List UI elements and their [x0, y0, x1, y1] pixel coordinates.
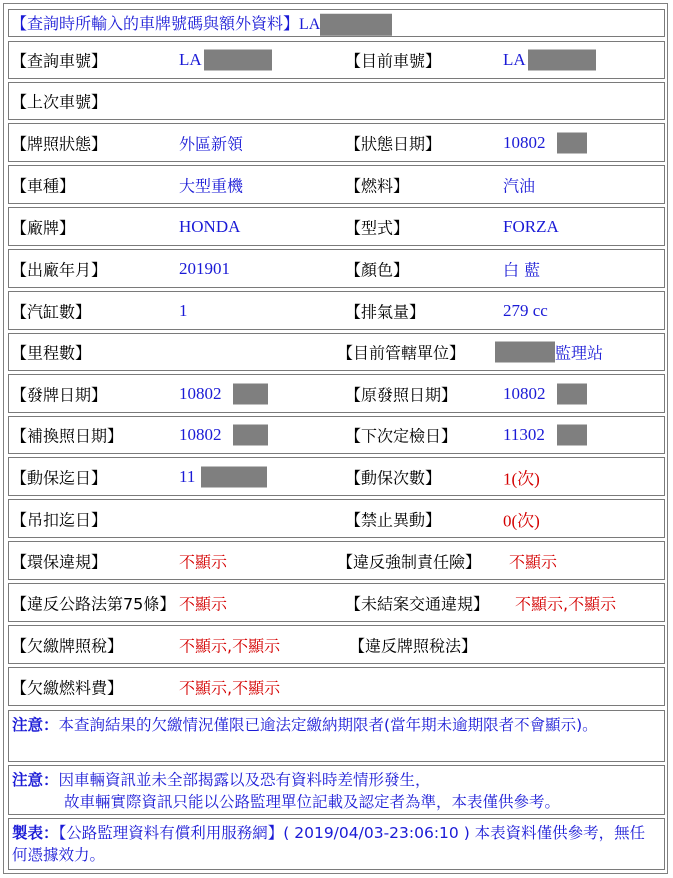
field-label: 【出廠年月】	[11, 260, 108, 279]
field-label: 【補換照日期】	[11, 426, 124, 446]
field-value: LA	[179, 50, 202, 69]
field-label: 【未結案交通違規】	[345, 594, 490, 613]
field-label: 【動保迄日】	[11, 468, 108, 487]
field-label: 【禁止異動】	[345, 510, 442, 529]
note-2-line-1: 因車輛資訊並未全部揭露以及恐有資料時差情形發生，	[58, 771, 431, 789]
field-value: 不顯示,不顯示	[179, 636, 281, 655]
note-2-label: 注意：	[12, 771, 59, 789]
field-value: 201901	[179, 258, 230, 278]
redacted-mask	[233, 383, 268, 404]
field-value: 汽油	[503, 176, 536, 195]
field-value: 11302	[503, 425, 545, 444]
field-value: 10802	[179, 383, 222, 403]
field-label: 【違反強制責任險】	[337, 552, 482, 571]
field-value: 1(次)	[503, 469, 540, 488]
footer-note	[8, 818, 665, 870]
header-title-text: 【查詢時所輸入的車牌號碼與額外資料】	[11, 13, 300, 33]
field-label: 【查詢車號】	[11, 51, 108, 71]
field-label: 【原發照日期】	[345, 385, 458, 404]
field-row	[8, 291, 665, 330]
field-row	[8, 41, 665, 79]
field-value: 大型重機	[179, 176, 244, 195]
field-label: 【型式】	[345, 218, 410, 237]
field-value: 監理站	[555, 343, 604, 363]
field-label: 【違反牌照稅法】	[349, 636, 478, 655]
field-value: 10802	[503, 383, 546, 403]
field-label: 【欠繳牌照稅】	[11, 636, 124, 655]
field-label: 【里程數】	[11, 343, 92, 363]
field-value: 不顯示	[509, 552, 558, 571]
field-label: 【欠繳燃料費】	[11, 678, 124, 697]
note-1	[8, 710, 665, 762]
field-row	[8, 123, 665, 162]
field-value: 0(次)	[503, 511, 540, 530]
field-row	[8, 667, 665, 706]
field-row	[8, 583, 665, 622]
field-label: 【牌照狀態】	[11, 134, 108, 153]
field-row	[8, 457, 665, 496]
field-value: 11	[179, 466, 196, 486]
field-label: 【車種】	[11, 176, 76, 195]
field-label: 【下次定檢日】	[345, 426, 458, 446]
field-label: 【狀態日期】	[345, 134, 442, 153]
field-value: 279 cc	[503, 300, 548, 320]
field-row	[8, 625, 665, 664]
field-label: 【動保次數】	[345, 468, 442, 487]
note-2-line-2: 故車輛實際資訊只能以公路監理單位記載及認定者為準，本表僅供參考。	[64, 793, 561, 811]
field-row	[8, 207, 665, 246]
field-row	[8, 249, 665, 288]
field-row	[8, 82, 665, 120]
field-value: LA	[503, 50, 526, 69]
header-plate: LA	[299, 15, 321, 33]
field-label: 【目前車號】	[345, 51, 442, 71]
field-value: 10802	[503, 132, 546, 152]
note-2	[8, 765, 665, 815]
field-label: 【廠牌】	[11, 218, 76, 237]
field-row	[8, 541, 665, 580]
field-value: 1	[179, 300, 188, 320]
note-1-label: 注意：	[12, 716, 59, 734]
footer-text: 【公路監理資料有償利用服務網】( 2019/04/03-23:06:10 ) 本表資料僅供參考，無任何憑據效力。	[12, 824, 646, 864]
field-label: 【違反公路法第75條】	[11, 594, 176, 613]
field-value: 白 藍	[503, 260, 541, 279]
redacted-mask	[201, 466, 267, 487]
redacted-mask	[557, 383, 587, 404]
field-row	[8, 374, 665, 413]
redacted-mask	[495, 342, 555, 363]
redacted-mask	[320, 13, 392, 35]
field-value: 10802	[179, 425, 222, 444]
field-label: 【顏色】	[345, 260, 410, 279]
field-row	[8, 333, 665, 371]
field-label: 【燃料】	[345, 176, 410, 195]
field-row	[8, 416, 665, 454]
redacted-mask	[557, 425, 587, 446]
redacted-mask	[528, 50, 596, 71]
field-label: 【上次車號】	[11, 92, 108, 112]
field-label: 【目前管轄單位】	[337, 343, 466, 363]
redacted-mask	[233, 425, 268, 446]
footer-label: 製表：	[12, 824, 59, 842]
header-row	[8, 9, 665, 37]
field-value: 不顯示,不顯示	[179, 678, 281, 697]
header-title	[11, 11, 392, 36]
field-value: 不顯示	[179, 594, 228, 613]
field-row	[8, 499, 665, 538]
redacted-mask	[204, 50, 272, 71]
note-1-text: 本查詢結果的欠繳情況僅限已逾法定繳納期限者(當年期未逾期限者不會顯示)。	[58, 716, 598, 734]
field-value: FORZA	[503, 216, 559, 236]
field-label: 【排氣量】	[345, 302, 426, 321]
field-value: 不顯示,不顯示	[515, 594, 617, 613]
redacted-mask	[557, 132, 587, 153]
field-label: 【汽缸數】	[11, 302, 92, 321]
field-label: 【吊扣迄日】	[11, 510, 108, 529]
field-label: 【發牌日期】	[11, 385, 108, 404]
field-row	[8, 165, 665, 204]
field-label: 【環保違規】	[11, 552, 108, 571]
field-value: HONDA	[179, 216, 241, 236]
field-value: 外區新領	[179, 134, 244, 153]
field-value: 不顯示	[179, 552, 228, 571]
